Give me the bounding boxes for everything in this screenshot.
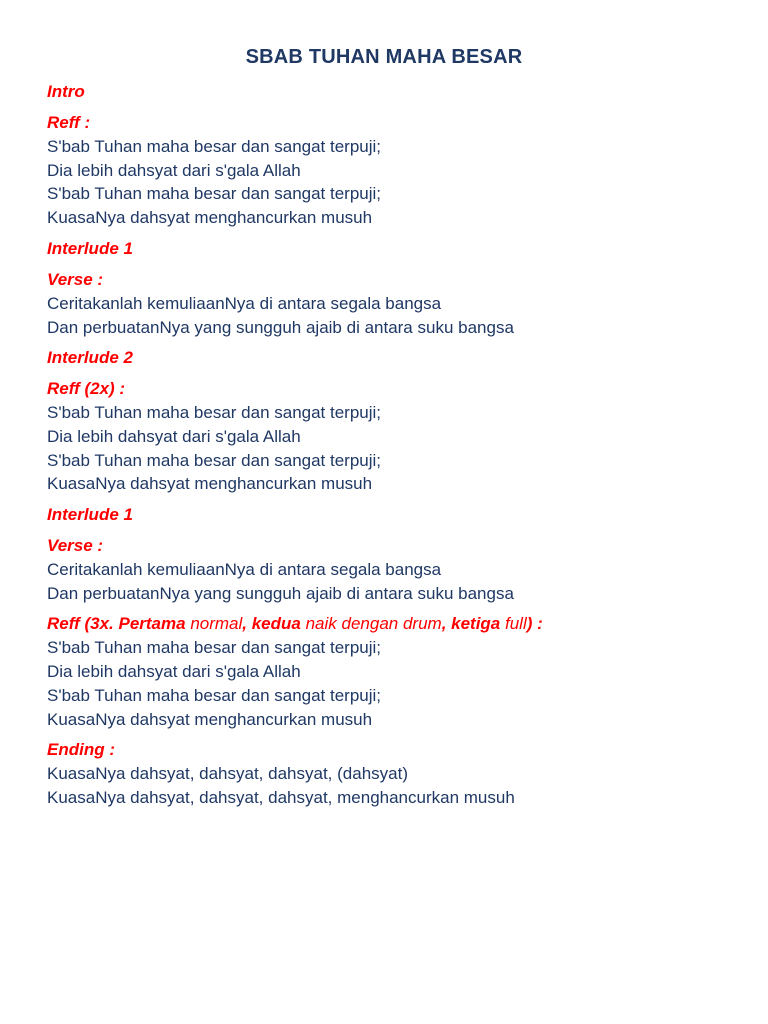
section-label: Ending : [47,740,115,760]
lyric-line: Dan perbuatanNya yang sungguh ajaib di antara suku bangsa [47,317,514,337]
lyric-line: Ceritakanlah kemuliaanNya di antara segala bangsa [47,293,442,313]
lyric-line: Ceritakanlah kemuliaanNya di antara segala bangsa [47,560,442,580]
lyric-line: S'bab Tuhan maha besar dan sangat terpuji; [47,184,382,204]
section-label: Reff (2x) : [47,379,126,399]
section-label-part: , kedua [242,614,306,634]
section-label-part: normal [190,614,243,634]
section-label: Interlude 1 [47,238,133,258]
section-label-part: ) : [526,614,543,634]
lyric-line: KuasaNya dahsyat menghancurkan musuh [47,474,373,494]
lyric-line: Dia lebih dahsyat dari s'gala Allah [47,160,301,180]
lyric-line: Dia lebih dahsyat dari s'gala Allah [47,426,301,446]
section-label: Interlude 2 [47,348,133,368]
section-label: Verse : [47,536,104,556]
section-label: Intro [47,82,85,101]
lyric-line: S'bab Tuhan maha besar dan sangat terpuji; [47,638,382,658]
section-label-part: naik dengan drum [305,614,442,634]
section-label: Interlude 1 [47,505,133,525]
lyric-line: KuasaNya dahsyat menghancurkan musuh [47,208,373,228]
lyric-line: KuasaNya dahsyat, dahsyat, dahsyat, menghancurkan musuh [47,787,515,807]
section-label [47,612,747,636]
section-label: Verse : [47,269,104,289]
lyric-line: S'bab Tuhan maha besar dan sangat terpuji; [47,450,382,470]
lyric-line: S'bab Tuhan maha besar dan sangat terpuji; [47,403,382,423]
section-label: Reff : [47,113,91,132]
section-label-part: full [505,614,527,634]
lyric-line: S'bab Tuhan maha besar dan sangat terpuji; [47,137,382,156]
song-title: SBAB TUHAN MAHA BESAR [245,46,523,68]
lyric-line: KuasaNya dahsyat menghancurkan musuh [47,709,373,729]
lyric-line: Dia lebih dahsyat dari s'gala Allah [47,662,301,682]
section-label-part: Reff (3x. Pertama [47,614,191,634]
lyrics-body [47,80,747,810]
lyric-line: S'bab Tuhan maha besar dan sangat terpuji; [47,685,382,705]
section-label-part: , ketiga [441,614,505,634]
lyric-line: KuasaNya dahsyat, dahsyat, dahsyat, (dahsyat) [47,764,408,784]
lyric-line: Dan perbuatanNya yang sungguh ajaib di antara suku bangsa [47,583,514,603]
